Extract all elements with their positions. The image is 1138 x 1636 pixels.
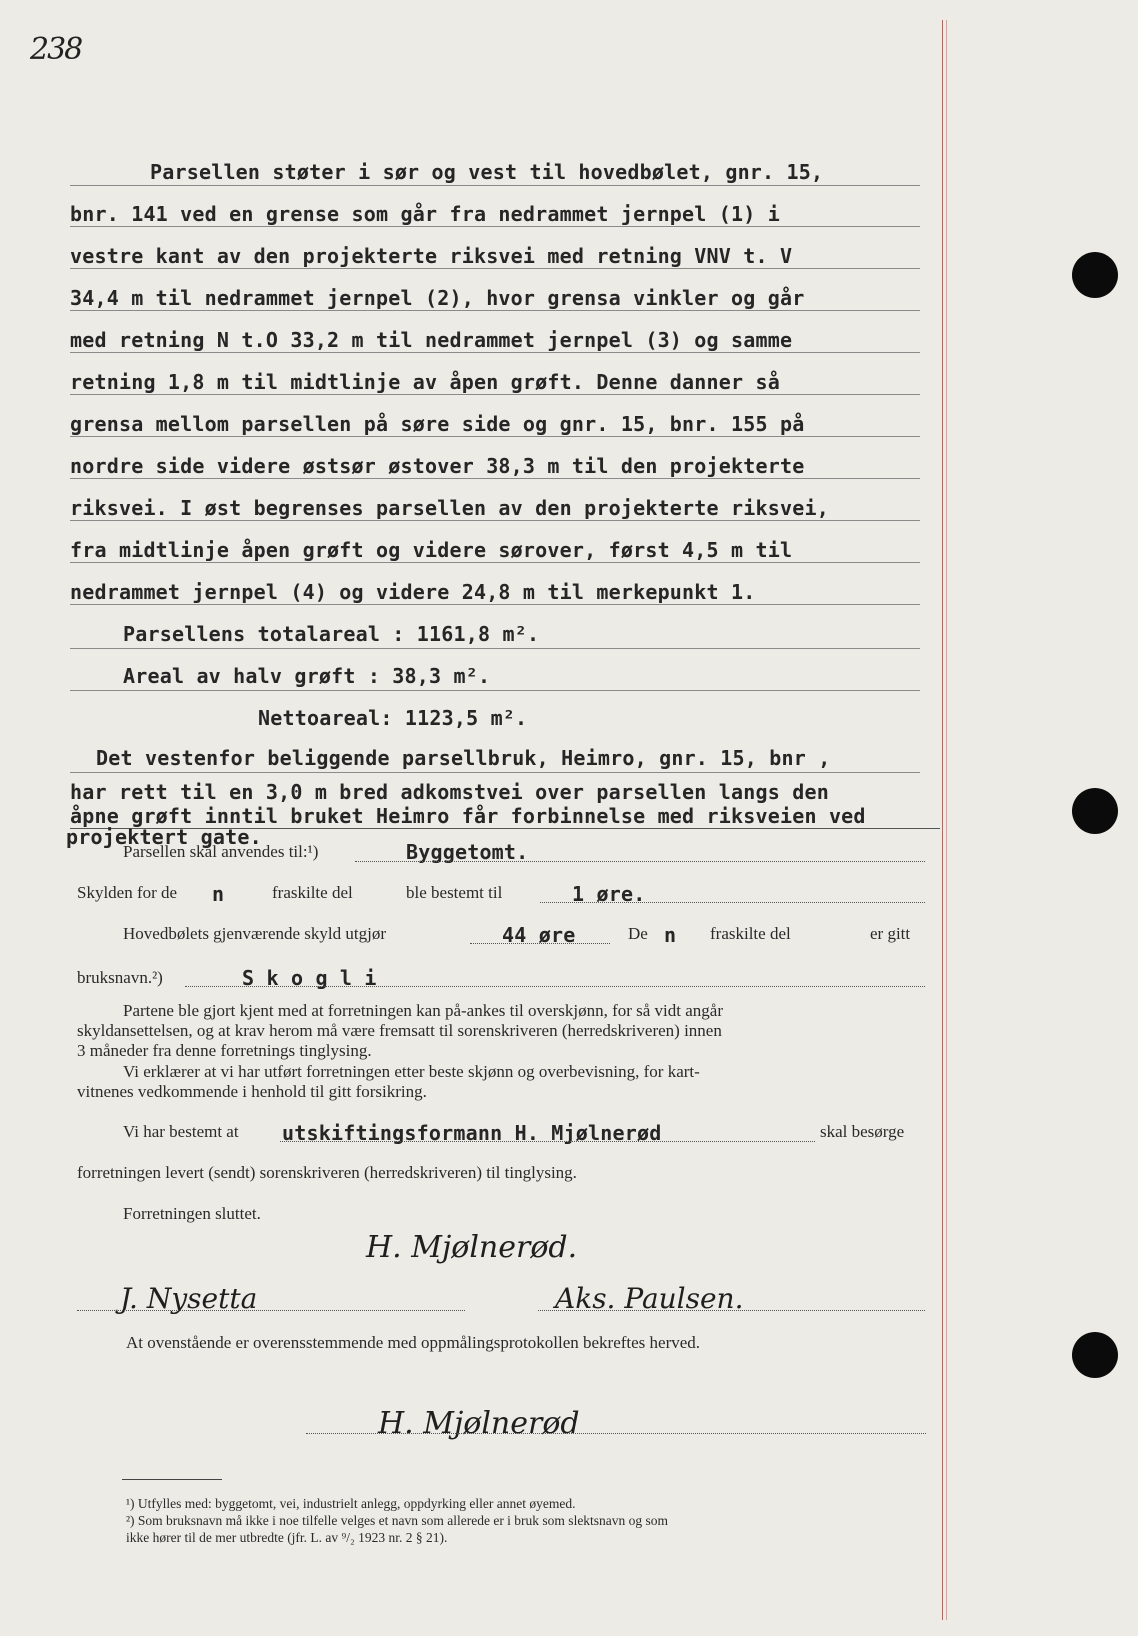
underline <box>70 436 920 437</box>
fill-line <box>470 942 610 944</box>
margin-line-secondary <box>946 20 947 1620</box>
label-bruksnavn: bruksnavn.²) <box>77 968 163 987</box>
area-netto: Nettoareal: 1123,5 m². <box>258 706 528 730</box>
fill-line <box>355 860 925 862</box>
underline <box>70 310 920 311</box>
footnote-2-cont: ikke hører til de mer utbredte (jfr. L. av ⁹/₂ 1923 nr. 2 § 21). <box>126 1530 448 1545</box>
main-text-line: retning 1,8 m til midtlinje av åpen grøft. Denne danner så <box>70 370 780 394</box>
main-text-line: riksvei. I øst begrenses parsellen av den projekterte riksvei, <box>70 496 829 520</box>
addendum-line: åpne grøft inntil bruket Heimro får forbinnelse med riksveien ved <box>70 804 866 828</box>
levert-text: forretningen levert (sendt) sorenskriveren (herredskriveren) til tinglysing. <box>77 1163 577 1182</box>
label-bestemt-at: Vi har bestemt at <box>123 1122 239 1141</box>
main-text-line: 34,4 m til nedrammet jernpel (2), hvor grensa vinkler og går <box>70 286 805 310</box>
value-anvendes: Byggetomt. <box>406 840 529 864</box>
main-text-line: nordre side videre østsør østover 38,3 m til den projekterte <box>70 454 805 478</box>
bekreftes-text: At ovenstående er overensstemmende med oppmålingsprotokollen bekreftes herved. <box>126 1333 701 1352</box>
erklaerer-text: Vi erklærer at vi har utført forretningen etter beste skjønn og overbevisning, for kart- <box>123 1062 700 1081</box>
footnote-1: ¹) Utfylles med: byggetomt, vei, industrielt anlegg, oppdyrking eller annet øyemed. <box>126 1496 576 1511</box>
value-hovedbolet: 44 øre <box>502 923 576 947</box>
underline <box>70 226 920 227</box>
signature-2: J. Nysetta <box>120 1282 258 1315</box>
partene-text: Partene ble gjort kjent med at forretningen kan på-ankes til overskjønn, for så vidt angår <box>123 1001 724 1020</box>
signature-line <box>538 1309 925 1311</box>
signature-line <box>77 1309 465 1311</box>
partene-text: 3 måneder fra denne forretnings tinglysing. <box>77 1041 372 1060</box>
page-number: 238 <box>30 32 82 67</box>
label-de: De <box>628 924 648 943</box>
underline <box>70 352 920 353</box>
label-anvendes: Parsellen skal anvendes til:¹) <box>123 842 319 861</box>
area-total: Parsellens totalareal : 1161,8 m². <box>123 622 540 646</box>
main-text-line: Parsellen støter i sør og vest til hovedbølet, gnr. 15, <box>150 160 824 184</box>
value-de-n: n <box>664 923 677 947</box>
label-fraskilte-del: fraskilte del <box>710 924 791 943</box>
punch-hole-icon <box>1072 252 1118 298</box>
label-bestemt: ble bestemt til <box>406 883 503 902</box>
margin-line <box>942 20 943 1620</box>
underline <box>70 562 920 563</box>
label-fraskilte: fraskilte del <box>272 883 353 902</box>
fill-line <box>280 1140 815 1142</box>
label-skylden: Skylden for de <box>77 883 178 902</box>
value-skylden-n: n <box>212 882 225 906</box>
signature-4: H. Mjølnerød <box>378 1406 580 1441</box>
punch-hole-icon <box>1072 788 1118 834</box>
punch-hole-icon <box>1072 1332 1118 1378</box>
partene-text: skyldansettelsen, og at krav herom må være fremsatt til sorenskriveren (herredskriveren) innen <box>77 1021 722 1040</box>
addendum-line: Det vestenfor beliggende parsellbruk, Heimro, gnr. 15, bnr , <box>96 746 831 770</box>
underline <box>70 604 920 605</box>
area-halv-groft: Areal av halv grøft : 38,3 m². <box>123 664 491 688</box>
label-gitt: er gitt <box>870 924 911 943</box>
signature-1: H. Mjølnerød. <box>366 1230 578 1265</box>
signature-line <box>306 1432 926 1434</box>
main-text-line: bnr. 141 ved en grense som går fra nedrammet jernpel (1) i <box>70 202 780 226</box>
label-hovedbolet: Hovedbølets gjenværende skyld utgjør <box>123 924 386 943</box>
fill-line <box>540 901 925 903</box>
underline <box>70 648 920 649</box>
underline <box>70 520 920 521</box>
signature-3: Aks. Paulsen. <box>555 1282 744 1315</box>
footnote-2: ²) Som bruksnavn må ikke i noe tilfelle velges et navn som allerede er i bruk som slektsnavn og som <box>126 1513 669 1528</box>
sluttet-text: Forretningen sluttet. <box>123 1204 261 1223</box>
value-bestemt: utskiftingsformann H. Mjølnerød <box>282 1121 662 1145</box>
fill-line <box>185 985 925 987</box>
label-besorge: skal besørge <box>820 1122 905 1141</box>
addendum-line: projektert gate. <box>66 825 262 849</box>
underline <box>70 772 920 773</box>
main-text-line: fra midtlinje åpen grøft og videre sørover, først 4,5 m til <box>70 538 793 562</box>
addendum-line: har rett til en 3,0 m bred adkomstvei over parsellen langs den <box>70 780 829 804</box>
underline <box>70 185 920 186</box>
main-text-line: nedrammet jernpel (4) og videre 24,8 m til merkepunkt 1. <box>70 580 756 604</box>
underline <box>70 394 920 395</box>
underline <box>70 690 920 691</box>
erklaerer-text: vitnenes vedkommende i henhold til gitt forsikring. <box>77 1082 427 1101</box>
footnote-rule <box>122 1479 222 1480</box>
main-text-line: vestre kant av den projekterte riksvei med retning VNV t. V <box>70 244 793 268</box>
underline <box>70 478 920 479</box>
value-bruksnavn: S k o g l i <box>242 966 377 990</box>
value-skylden: 1 øre. <box>572 882 646 906</box>
underline <box>70 268 920 269</box>
main-text-line: grensa mellom parsellen på søre side og gnr. 15, bnr. 155 på <box>70 412 805 436</box>
main-text-line: med retning N t.O 33,2 m til nedrammet jernpel (3) og samme <box>70 328 793 352</box>
